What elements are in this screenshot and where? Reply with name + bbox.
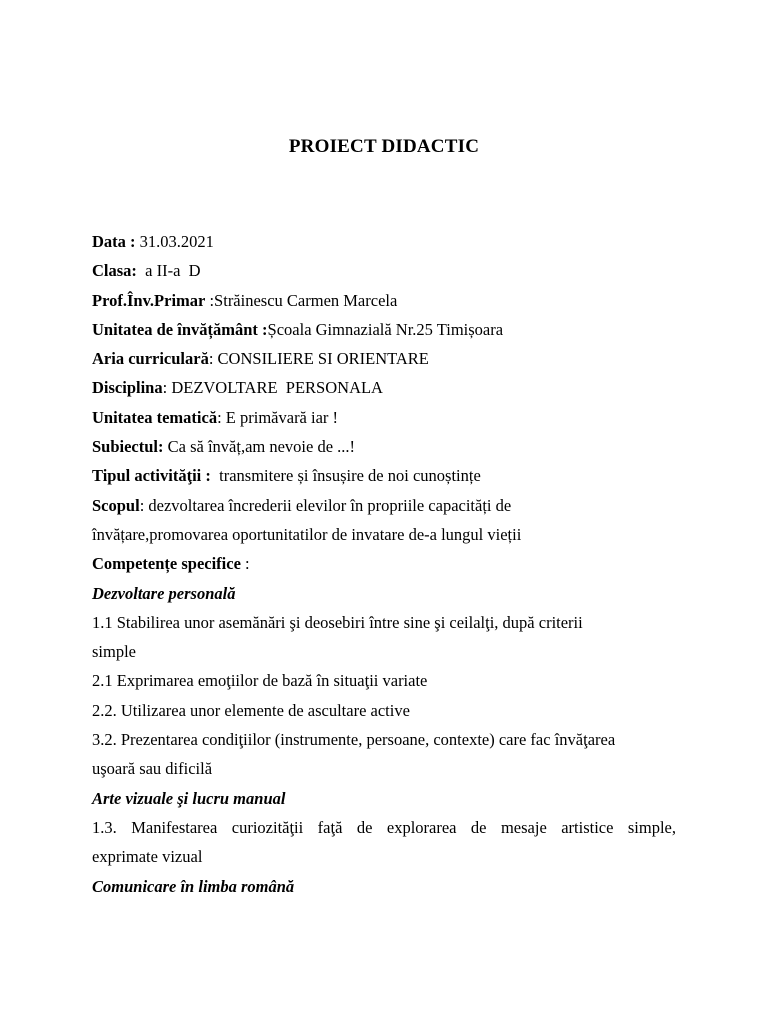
- competence-item-continuation: uşoară sau dificilă: [92, 759, 213, 779]
- field-value: a II-a D: [136, 261, 201, 281]
- field-label: Unitatea de învățământ :: [92, 319, 268, 339]
- field-aria: [92, 344, 676, 373]
- field-unitatea-tematica: [92, 403, 676, 432]
- field-label: Aria curriculară: [92, 349, 209, 369]
- section-heading-comunicare: Comunicare în limba română: [92, 876, 295, 896]
- competence-item-continuation: exprimate vizual: [92, 847, 203, 867]
- field-label: Tipul activităţii :: [92, 466, 211, 486]
- competence-item: 1.1 Stabilirea unor asemănări şi deosebiri între sine şi ceilalţi, după criterii: [92, 612, 583, 632]
- field-scopul-continuation: învățare,promovarea oportunitatilor de invatare de-a lungul vieții: [92, 524, 522, 544]
- competence-item-continuation: simple: [92, 642, 136, 662]
- field-value: : dezvoltarea încrederii elevilor în propriile capacități de: [139, 495, 512, 515]
- competence-item: 3.2. Prezentarea condiţiilor (instrumente, persoane, contexte) care fac învăţarea: [92, 730, 616, 750]
- competence-item: 2.1 Exprimarea emoţiilor de bază în situaţii variate: [92, 671, 428, 691]
- field-unitatea: [92, 315, 676, 344]
- field-tipul: [92, 461, 676, 490]
- field-value: transmitere și însușire de noi cunoștințe: [210, 466, 481, 486]
- field-label: Clasa:: [92, 261, 137, 281]
- competence-item: 1.3. Manifestarea curiozităţii faţă de explorarea de mesaje artistice simple,: [92, 817, 676, 837]
- field-clasa: [92, 256, 676, 285]
- field-data: [92, 227, 676, 256]
- field-label: Subiectul:: [92, 437, 164, 457]
- field-value: : CONSILIERE SI ORIENTARE: [208, 349, 429, 369]
- field-value: : E primăvară iar !: [217, 407, 339, 427]
- field-prof: [92, 286, 676, 315]
- field-label: Competențe specifice: [92, 554, 241, 574]
- field-label: Data :: [92, 232, 136, 251]
- field-value: 31.03.2021: [135, 232, 214, 251]
- field-subiectul: [92, 432, 676, 461]
- field-label: Unitatea tematică: [92, 407, 218, 427]
- field-label: Scopul: [92, 495, 140, 515]
- field-value: Școala Gimnazială Nr.25 Timișoara: [267, 319, 504, 339]
- section-heading-arte: Arte vizuale şi lucru manual: [92, 788, 286, 808]
- competence-item: 2.2. Utilizarea unor elemente de ascultare active: [92, 700, 410, 720]
- field-label: Disciplina: [92, 378, 163, 398]
- field-value: Ca să învăț,am nevoie de ...!: [163, 437, 356, 457]
- field-value: :: [240, 554, 250, 574]
- document-body: [92, 227, 676, 901]
- document-title: PROIECT DIDACTIC: [288, 136, 480, 157]
- section-heading-dezvoltare: Dezvoltare personală: [92, 583, 236, 603]
- field-label: Prof.Înv.Primar: [92, 290, 206, 310]
- field-disciplina: [92, 373, 676, 402]
- field-value: : DEZVOLTARE PERSONALA: [162, 378, 383, 398]
- field-value: :Străinescu Carmen Marcela: [205, 290, 398, 310]
- field-scopul: [92, 491, 676, 520]
- field-competente: [92, 549, 676, 578]
